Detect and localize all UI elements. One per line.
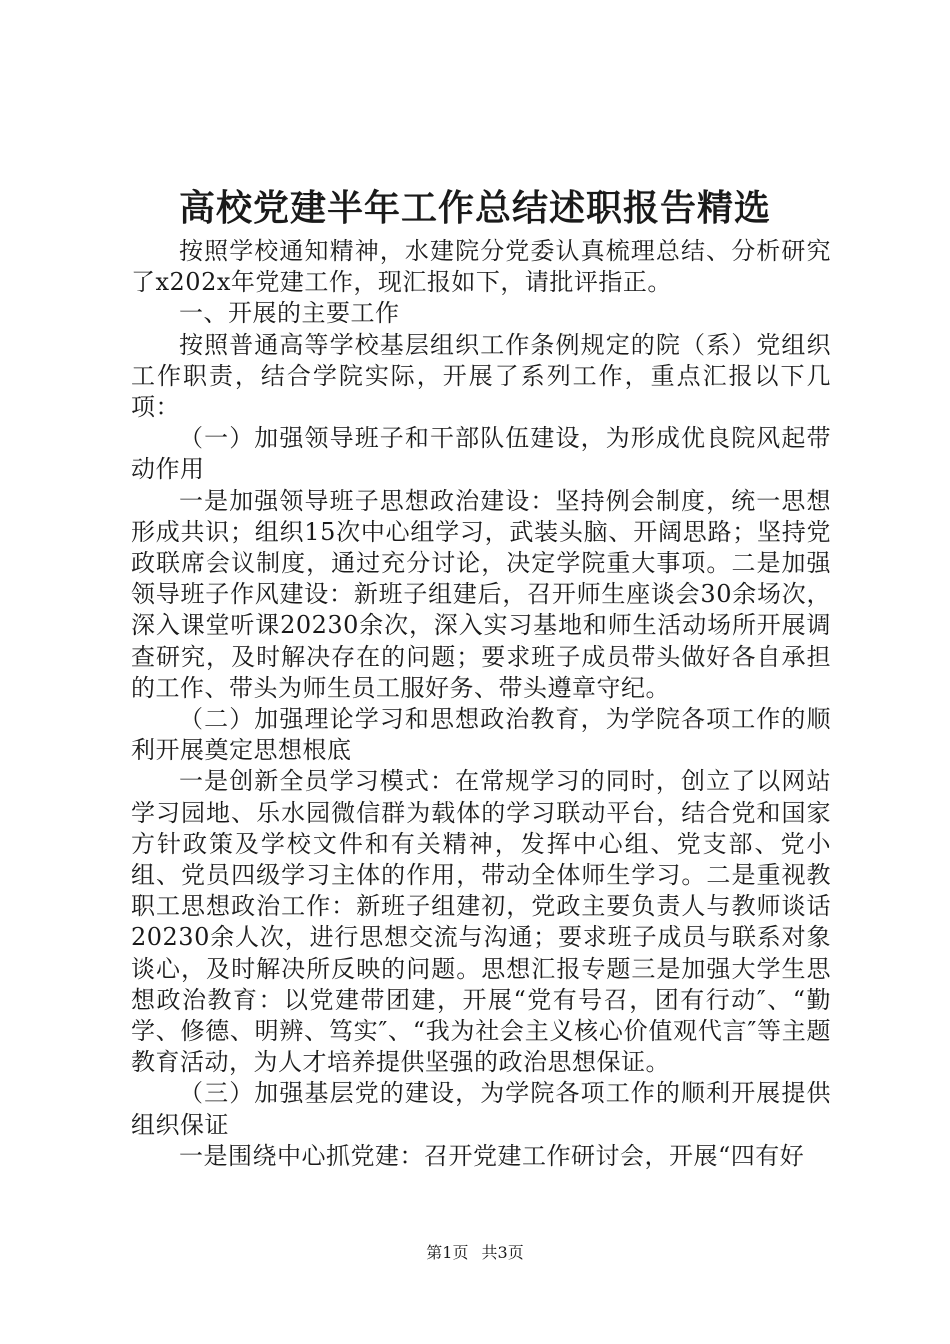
page-total: 共3页 xyxy=(481,1243,524,1262)
subheading-leadership: （一）加强领导班子和干部队伍建设，为形成优良院风起带动作用 xyxy=(131,424,831,484)
paragraph-grassroots: 一是围绕中心抓党建：召开党建工作研讨会，开展“四有好 xyxy=(179,1141,805,1170)
paragraph-intro: 按照学校通知精神，水建院分党委认真梳理总结、分析研究了x202x年党建工作，现汇报如下，请批评指正。 xyxy=(131,237,831,297)
document-title: 高校党建半年工作总结述职报告精选 xyxy=(178,187,771,229)
paragraph-leadership: 一是加强领导班子思想政治建设：坚持例会制度，统一思想形成共识；组织15次中心组学习，武装头脑、开阔思路；坚持党政联席会议制度，通过充分讨论，决定学院重大事项。二是加强领导班子作风建设：新班子组建后，召开师生座谈会30余场次，深入课堂听课20230余次，深入实习基地和师生活动场所开展调查研究，及时解决存在的问题；要求班子成员带头做好各自承担的工作、带头为师生员工服好务、带头遵章守纪。 xyxy=(131,486,831,702)
page-footer xyxy=(0,1243,950,1263)
document-body xyxy=(131,236,831,1172)
section-heading-main-work: 一、开展的主要工作 xyxy=(179,299,400,328)
subheading-theory-study: （二）加强理论学习和思想政治教育，为学院各项工作的顺利开展奠定思想根底 xyxy=(131,705,831,765)
subheading-grassroots: （三）加强基层党的建设，为学院各项工作的顺利开展提供组织保证 xyxy=(131,1079,831,1139)
paragraph-overview: 按照普通高等学校基层组织工作条例规定的院（系）党组织工作职责，结合学院实际，开展了系列工作，重点汇报以下几项： xyxy=(131,330,831,422)
paragraph-theory-study: 一是创新全员学习模式：在常规学习的同时，创立了以网站学习园地、乐水园微信群为载体的学习联动平台，结合党和国家方针政策及学校文件和有关精神，发挥中心组、党支部、党小组、党员四级学习主体的作用，带动全体师生学习。二是重视教职工思想政治工作：新班子组建初，党政主要负责人与教师谈话20230余人次，进行思想交流与沟通；要求班子成员与联系对象谈心，及时解决所反映的问题。思想汇报专题三是加强大学生思想政治教育：以党建带团建，开展“党有号召，团有行动″、“勤学、修德、明辨、笃实″、“我为社会主义核心价值观代言″等主题教育活动，为人才培养提供坚强的政治思想保证。 xyxy=(131,767,831,1077)
page-number: 第1页 xyxy=(426,1243,469,1262)
